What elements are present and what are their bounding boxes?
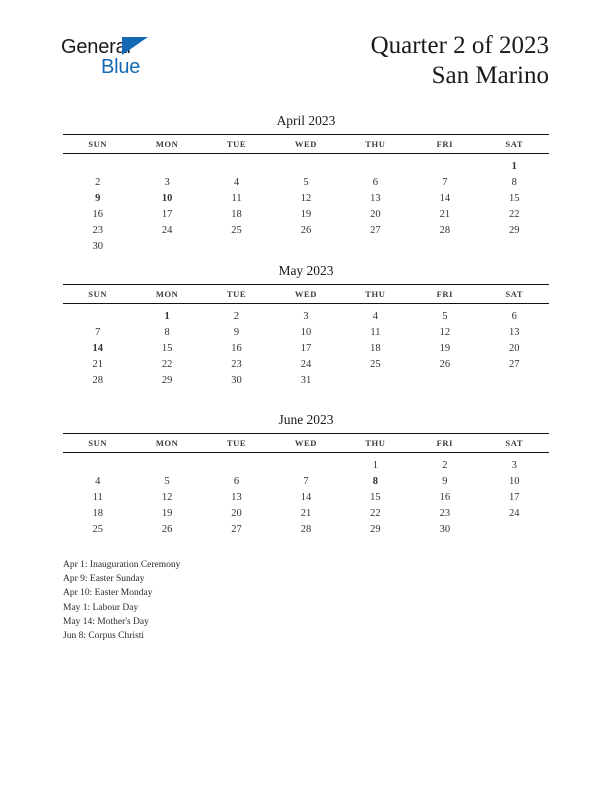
month-calendar-may	[63, 262, 549, 388]
calendar-day[interactable]: 20	[231, 507, 242, 519]
calendar-day-holiday[interactable]: 1	[164, 310, 170, 322]
weekday-header-tue: TUE	[226, 139, 247, 149]
calendar-day[interactable]: 6	[233, 475, 240, 487]
calendar-day[interactable]: 22	[509, 208, 520, 220]
calendar-day[interactable]: 28	[92, 374, 103, 386]
weekday-header-fri: FRI	[436, 438, 454, 448]
holiday-legend-item: Apr 9: Easter Sunday	[63, 574, 145, 585]
month-calendar-april	[63, 112, 549, 254]
weekday-header-mon: MON	[155, 438, 179, 448]
calendar-day[interactable]: 27	[509, 358, 520, 370]
calendar-day[interactable]: 12	[161, 491, 173, 503]
calendar-day[interactable]: 25	[370, 358, 381, 370]
weekday-header-fri: FRI	[436, 139, 454, 149]
calendar-week-row	[63, 521, 549, 537]
month-calendar-june	[63, 411, 549, 537]
calendar-day[interactable]: 5	[442, 310, 448, 322]
weekday-header-row	[63, 285, 549, 304]
calendar-day[interactable]: 31	[300, 374, 312, 386]
calendar-day[interactable]: 10	[300, 326, 312, 338]
weekday-header-tue: TUE	[226, 438, 247, 448]
calendar-day[interactable]: 21	[300, 507, 312, 519]
weekday-header-wed: WED	[294, 438, 318, 448]
weekday-header-wed: WED	[294, 139, 318, 149]
calendar-day-empty	[63, 453, 132, 474]
calendar-day-empty	[202, 453, 271, 474]
calendar-day[interactable]: 13	[509, 326, 520, 338]
calendar-day[interactable]: 24	[161, 224, 173, 236]
calendar-day[interactable]: 7	[442, 176, 448, 188]
calendar-day[interactable]: 20	[370, 208, 381, 220]
calendar-week-row	[63, 238, 549, 254]
calendar-day[interactable]: 15	[509, 192, 520, 204]
calendar-day[interactable]: 4	[233, 176, 240, 188]
calendar-day-holiday[interactable]: 1	[511, 160, 517, 172]
weekday-header-row	[63, 434, 549, 453]
calendar-week-row	[63, 340, 549, 356]
calendar-day[interactable]: 6	[511, 310, 517, 322]
calendar-day[interactable]: 25	[92, 523, 103, 535]
weekday-header-mon: MON	[155, 289, 179, 299]
calendar-day[interactable]: 27	[231, 523, 242, 535]
calendar-day[interactable]: 2	[233, 310, 240, 322]
holiday-legend-item: Apr 10: Easter Monday	[63, 588, 153, 599]
calendar-week-row	[63, 154, 549, 175]
holiday-legend	[63, 558, 463, 643]
calendar-day[interactable]: 15	[161, 342, 173, 354]
calendar-day[interactable]: 12	[300, 192, 312, 204]
calendar-day-holiday[interactable]: 10	[161, 192, 173, 204]
calendar-day-empty	[132, 453, 201, 474]
weekday-header-sat: SAT	[505, 289, 524, 299]
calendar-day[interactable]: 6	[372, 176, 379, 188]
calendar-day[interactable]: 23	[231, 358, 242, 370]
calendar-day[interactable]: 17	[509, 491, 520, 503]
calendar-day[interactable]: 16	[439, 491, 451, 503]
calendar-day[interactable]: 2	[442, 459, 448, 471]
page-title-quarter: Quarter 2 of 2023	[370, 32, 549, 59]
calendar-week-row	[63, 372, 549, 388]
holiday-legend-item: Jun 8: Corpus Christi	[63, 631, 145, 642]
calendar-day[interactable]: 11	[231, 192, 242, 204]
calendar-day-empty	[341, 372, 410, 388]
calendar-day[interactable]: 30	[439, 523, 451, 535]
page-title	[371, 31, 549, 91]
weekday-header-fri: FRI	[436, 289, 454, 299]
calendar-week-row	[63, 505, 549, 521]
calendar-day[interactable]: 28	[300, 523, 312, 535]
weekday-header-sun: SUN	[88, 438, 108, 448]
weekday-header-sat: SAT	[505, 139, 524, 149]
holiday-legend-item: May 14: Mother's Day	[63, 616, 149, 627]
calendar-day[interactable]: 13	[370, 192, 381, 204]
month-title: June 2023	[278, 412, 334, 427]
calendar-day[interactable]: 3	[164, 176, 170, 188]
calendar-day[interactable]: 1	[372, 459, 379, 471]
month-title: April 2023	[276, 113, 336, 128]
calendar-day[interactable]: 25	[231, 224, 242, 236]
calendar-week-row	[63, 174, 549, 190]
calendar-day[interactable]: 26	[161, 523, 173, 535]
calendar-day[interactable]: 19	[161, 507, 173, 519]
calendar-day-empty	[271, 154, 340, 175]
page-title-region: San Marino	[431, 62, 549, 89]
calendar-day-empty	[202, 154, 271, 175]
weekday-header-row	[63, 135, 549, 154]
calendar-day-empty	[480, 521, 549, 537]
calendar-day-empty	[271, 238, 340, 254]
calendar-day[interactable]: 5	[164, 475, 170, 487]
calendar-day-empty	[63, 154, 132, 175]
calendar-week-row	[63, 190, 549, 206]
calendar-day[interactable]: 9	[442, 475, 448, 487]
page-header	[0, 0, 612, 105]
brand-logo[interactable]	[61, 36, 171, 82]
calendar-day[interactable]: 11	[370, 326, 381, 338]
holiday-legend-item: May 1: Labour Day	[63, 602, 139, 613]
calendar-day-empty	[410, 238, 479, 254]
calendar-day-empty	[202, 238, 271, 254]
calendar-day[interactable]: 22	[370, 507, 381, 519]
calendar-day[interactable]: 12	[439, 326, 451, 338]
calendar-day[interactable]: 29	[509, 224, 520, 236]
brand-logo-text-general: General	[61, 36, 131, 58]
calendar-day[interactable]: 15	[370, 491, 381, 503]
calendar-week-row	[63, 206, 549, 222]
calendar-day[interactable]: 2	[95, 176, 101, 188]
calendar-day[interactable]: 30	[92, 240, 103, 252]
calendar-day-empty	[480, 238, 549, 254]
calendar-day[interactable]: 27	[370, 224, 381, 236]
calendar-table	[63, 284, 549, 388]
calendar-day[interactable]: 21	[439, 208, 451, 220]
brand-logo-text-blue: Blue	[101, 56, 141, 78]
calendar-day[interactable]: 28	[439, 224, 451, 236]
calendar-day[interactable]: 7	[95, 326, 101, 338]
calendar-day[interactable]: 16	[231, 342, 242, 354]
calendar-day[interactable]: 23	[92, 224, 103, 236]
brand-triangle-icon	[122, 37, 148, 55]
calendar-day[interactable]: 4	[95, 475, 101, 487]
calendar-day[interactable]: 20	[509, 342, 520, 354]
weekday-header-thu: THU	[365, 289, 386, 299]
calendar-week-row	[63, 489, 549, 505]
calendar-day[interactable]: 14	[300, 491, 312, 503]
calendar-day-holiday[interactable]: 8	[372, 475, 379, 487]
calendar-day[interactable]: 9	[233, 326, 240, 338]
calendar-day[interactable]: 7	[303, 475, 309, 487]
calendar-day[interactable]: 13	[231, 491, 242, 503]
weekday-header-tue: TUE	[226, 289, 247, 299]
calendar-day[interactable]: 26	[439, 358, 451, 370]
holiday-legend-item: Apr 1: Inauguration Ceremony	[63, 560, 181, 570]
calendar-day[interactable]: 18	[92, 507, 103, 519]
calendar-week-row	[63, 304, 549, 325]
calendar-day[interactable]: 16	[92, 208, 103, 220]
calendar-day[interactable]: 10	[509, 475, 520, 487]
calendar-day[interactable]: 4	[372, 310, 379, 322]
calendar-day-empty	[341, 154, 410, 175]
calendar-day[interactable]: 30	[231, 374, 242, 386]
calendar-week-row	[63, 473, 549, 489]
calendar-day[interactable]: 3	[511, 459, 517, 471]
calendar-day[interactable]: 8	[511, 176, 517, 188]
calendar-week-row	[63, 222, 549, 238]
calendar-table	[63, 134, 549, 254]
calendar-day-empty	[63, 304, 132, 325]
calendar-day[interactable]: 19	[300, 208, 312, 220]
calendar-day[interactable]: 11	[92, 491, 103, 503]
calendar-week-row	[63, 356, 549, 372]
calendar-day-empty	[341, 238, 410, 254]
calendar-day-empty	[410, 154, 479, 175]
weekday-header-thu: THU	[365, 438, 386, 448]
calendar-day[interactable]: 18	[370, 342, 381, 354]
calendar-day[interactable]: 17	[300, 342, 312, 354]
calendar-day[interactable]: 18	[231, 208, 242, 220]
calendar-day[interactable]: 26	[300, 224, 312, 236]
weekday-header-mon: MON	[155, 139, 179, 149]
calendar-day[interactable]: 29	[370, 523, 381, 535]
calendar-day-empty	[271, 453, 340, 474]
calendar-day-holiday[interactable]: 14	[92, 342, 103, 354]
calendar-day[interactable]: 24	[300, 358, 312, 370]
calendar-week-row	[63, 324, 549, 340]
weekday-header-sun: SUN	[88, 139, 108, 149]
calendar-week-row	[63, 453, 549, 474]
calendar-day[interactable]: 23	[439, 507, 451, 519]
calendar-day[interactable]: 5	[303, 176, 309, 188]
calendar-day[interactable]: 22	[161, 358, 173, 370]
calendar-day-empty	[410, 372, 479, 388]
calendar-day[interactable]: 17	[161, 208, 173, 220]
calendar-day-empty	[132, 238, 201, 254]
weekday-header-wed: WED	[294, 289, 318, 299]
month-title: May 2023	[278, 263, 334, 278]
calendar-day-holiday[interactable]: 9	[95, 192, 101, 204]
weekday-header-thu: THU	[365, 139, 386, 149]
calendar-day-empty	[132, 154, 201, 175]
calendar-day[interactable]: 29	[161, 374, 173, 386]
calendar-day[interactable]: 19	[439, 342, 451, 354]
calendar-day[interactable]: 24	[509, 507, 520, 519]
calendar-day[interactable]: 14	[439, 192, 451, 204]
weekday-header-sat: SAT	[505, 438, 524, 448]
calendar-table	[63, 433, 549, 537]
calendar-day[interactable]: 21	[92, 358, 103, 370]
weekday-header-sun: SUN	[88, 289, 108, 299]
calendar-day[interactable]: 3	[303, 310, 309, 322]
calendar-day-empty	[480, 372, 549, 388]
calendar-day[interactable]: 8	[164, 326, 170, 338]
